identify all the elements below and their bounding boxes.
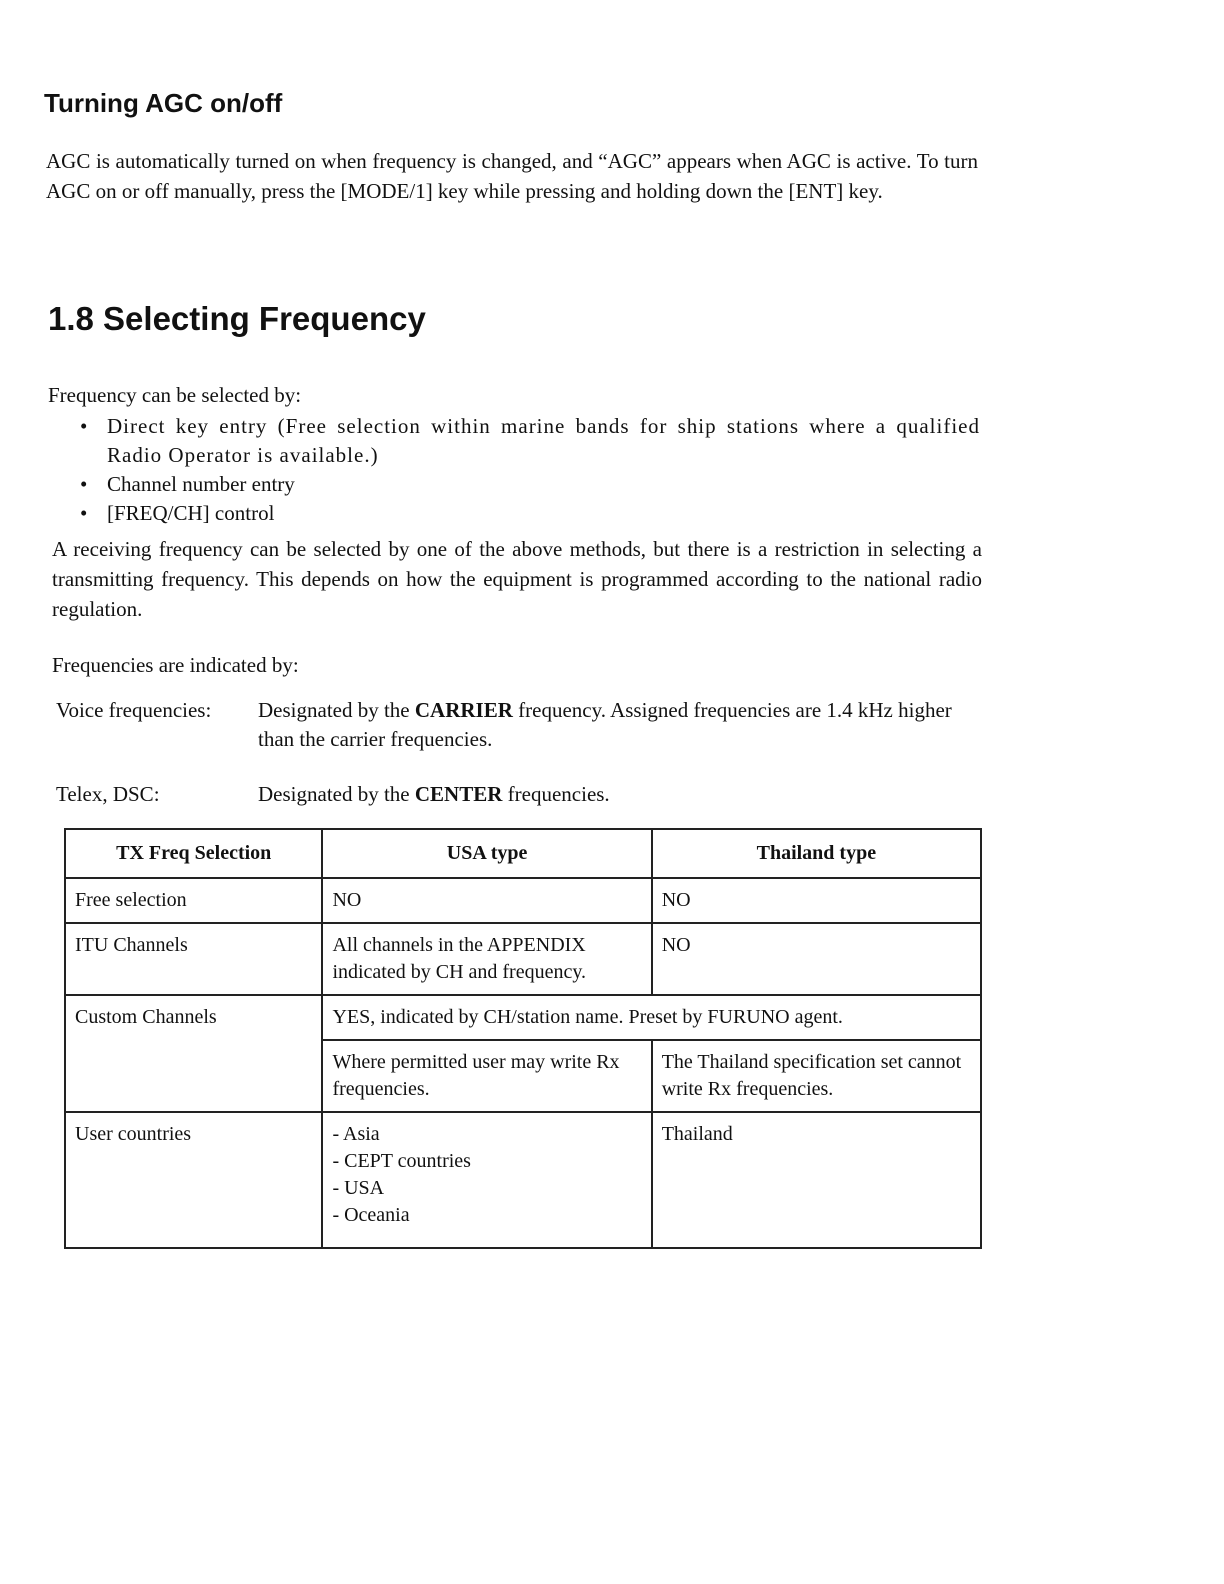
voice-desc-emphasis: CARRIER bbox=[414, 698, 513, 722]
telex-description bbox=[258, 780, 988, 809]
telex-desc-before: Designated by the bbox=[258, 782, 415, 806]
tx-frequency-selection-table bbox=[64, 828, 982, 1249]
cell-itu-usa: All channels in the APPENDIX indicated by CH and frequency. bbox=[322, 923, 651, 995]
table-row-itu-channels bbox=[65, 923, 981, 995]
country-oceania: - Oceania bbox=[332, 1204, 410, 1226]
cell-custom-usa: Where permitted user may write Rx frequencies. bbox=[322, 1040, 651, 1112]
agc-section-body: AGC is automatically turned on when frequency is changed, and “AGC” appears when AGC is active. To turn AGC on or off manually, press the [MODE/1] key while pressing and holding down the [ENT] key. bbox=[46, 149, 978, 203]
restriction-paragraph: A receiving frequency can be selected by one of the above methods, but there is a restriction in selecting a transmitting frequency. This depends on how the equipment is programmed according to the national radio regulation. bbox=[52, 537, 982, 621]
table-row-custom-channels-detail bbox=[65, 1040, 981, 1112]
header-thailand-type: Thailand type bbox=[652, 829, 981, 878]
table-row-custom-channels bbox=[65, 995, 981, 1040]
voice-desc-before: Designated by the bbox=[258, 698, 415, 722]
telex-term: Telex, DSC: bbox=[56, 782, 160, 806]
list-item-freq-ch-control: • [FREQ/CH] control bbox=[80, 499, 980, 528]
cell-free-usa: NO bbox=[322, 878, 651, 923]
indication-intro: Frequencies are indicated by: bbox=[52, 653, 299, 677]
cell-user-label: User countries bbox=[65, 1112, 322, 1248]
cell-custom-label: Custom Channels bbox=[65, 995, 322, 1040]
list-item-channel-number-entry: • Channel number entry bbox=[80, 470, 980, 499]
cell-free-label: Free selection bbox=[65, 878, 322, 923]
frequency-intro: Frequency can be selected by: bbox=[48, 383, 302, 407]
table-row-user-countries bbox=[65, 1112, 981, 1248]
header-usa-type: USA type bbox=[322, 829, 651, 878]
agc-section-title: Turning AGC on/off bbox=[44, 88, 283, 118]
country-cept: - CEPT countries bbox=[332, 1150, 471, 1172]
cell-itu-label: ITU Channels bbox=[65, 923, 322, 995]
cell-custom-label-continued bbox=[65, 1040, 322, 1112]
table-row-free-selection bbox=[65, 878, 981, 923]
country-asia: - Asia bbox=[332, 1123, 380, 1145]
cell-custom-thailand: The Thailand specification set cannot write Rx frequencies. bbox=[652, 1040, 981, 1112]
country-usa: - USA bbox=[332, 1177, 385, 1199]
cell-free-thailand: NO bbox=[652, 878, 981, 923]
cell-custom-shared: YES, indicated by CH/station name. Preset by FURUNO agent. bbox=[322, 995, 981, 1040]
selection-method-list bbox=[80, 412, 980, 528]
cell-user-usa bbox=[322, 1112, 651, 1248]
telex-desc-after: frequencies. bbox=[502, 782, 610, 806]
telex-desc-emphasis: CENTER bbox=[414, 782, 503, 806]
cell-user-thailand: Thailand bbox=[652, 1112, 981, 1248]
header-tx-freq-selection: TX Freq Selection bbox=[65, 829, 322, 878]
table-header-row bbox=[65, 829, 981, 878]
list-item-direct-key-entry: • Direct key entry (Free selection within marine bands for ship stations where a qualified Radio Operator is available.) bbox=[80, 412, 980, 470]
voice-term: Voice frequencies: bbox=[56, 698, 212, 722]
cell-itu-thailand: NO bbox=[652, 923, 981, 995]
voice-description bbox=[258, 696, 988, 754]
frequency-section-title: 1.8 Selecting Frequency bbox=[48, 300, 426, 337]
voice-desc-after: frequency. Assigned frequencies are 1.4 kHz higher than the carrier frequencies. bbox=[258, 698, 952, 751]
